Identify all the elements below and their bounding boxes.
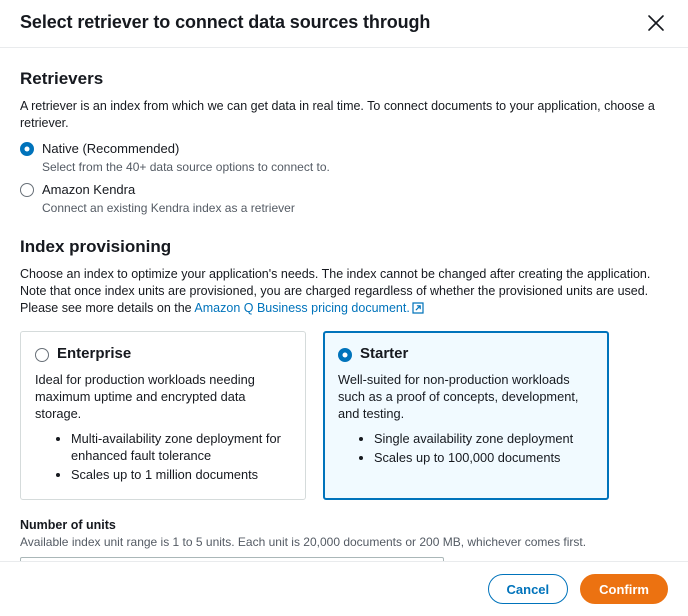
list-item: • Scales up to 1 million documents: [71, 466, 291, 483]
page-title: Select retriever to connect data sources through: [20, 12, 431, 32]
index-provisioning-description: [20, 266, 668, 319]
list-item: • Scales up to 100,000 documents: [374, 449, 594, 466]
index-card-enterprise-bullets: [35, 430, 291, 483]
radio-desc-native: Select from the 40+ data source options to connect to.: [42, 160, 330, 174]
index-card-starter-head: [338, 344, 594, 364]
radio-label-kendra: Amazon Kendra: [42, 182, 136, 197]
list-item: • Multi-availability zone deployment for enhanced fault tolerance: [71, 430, 291, 464]
number-of-units-label: Number of units: [20, 518, 116, 532]
modal-footer: [0, 561, 688, 616]
radio-icon-enterprise[interactable]: [35, 348, 49, 362]
radio-label-native: Native (Recommended): [42, 141, 180, 156]
index-card-enterprise[interactable]: [20, 331, 306, 500]
index-card-starter[interactable]: [323, 331, 609, 500]
retrievers-description: A retriever is an index from which we can get data in real time. To connect documents to your application, choose a retriever.: [20, 99, 655, 130]
number-of-units-hint: Available index unit range is 1 to 5 units. Each unit is 20,000 documents or 200 MB, whichever comes first.: [20, 535, 587, 549]
radio-icon-native[interactable]: [20, 142, 34, 156]
modal-header: [0, 0, 688, 48]
retrievers-heading: Retrievers: [20, 69, 104, 88]
pricing-document-link[interactable]: Amazon Q Business pricing document.: [194, 301, 410, 315]
modal-body: [0, 48, 688, 561]
index-card-enterprise-head: [35, 344, 291, 364]
index-cards: [20, 331, 668, 500]
index-card-starter-body: Well-suited for non-production workloads such as a proof of concepts, development, and testing.: [338, 372, 579, 421]
radio-icon-starter[interactable]: [338, 348, 352, 362]
external-link-icon[interactable]: [412, 302, 424, 319]
list-item: • Single availability zone deployment: [374, 430, 594, 447]
index-card-enterprise-title: Enterprise: [57, 345, 132, 362]
index-provisioning-description-text: Choose an index to optimize your application's needs. The index cannot be changed after creating the application. Note that once index units are provisioned, you are charged regardless of whether the provisioned units are used. Please see more details on the: [20, 267, 651, 315]
index-provisioning-heading: Index provisioning: [20, 237, 172, 256]
cancel-button[interactable]: Cancel: [488, 574, 569, 604]
radio-option-native[interactable]: [20, 140, 668, 158]
radio-icon-kendra[interactable]: [20, 183, 34, 197]
index-card-enterprise-body: Ideal for production workloads needing maximum uptime and encrypted data storage.: [35, 372, 255, 421]
radio-desc-kendra: Connect an existing Kendra index as a retriever: [42, 201, 295, 215]
radio-option-kendra[interactable]: [20, 181, 668, 199]
index-card-starter-bullets: [338, 430, 594, 466]
confirm-button[interactable]: Confirm: [580, 574, 668, 604]
index-card-starter-title: Starter: [360, 345, 409, 362]
close-icon[interactable]: [644, 11, 668, 35]
